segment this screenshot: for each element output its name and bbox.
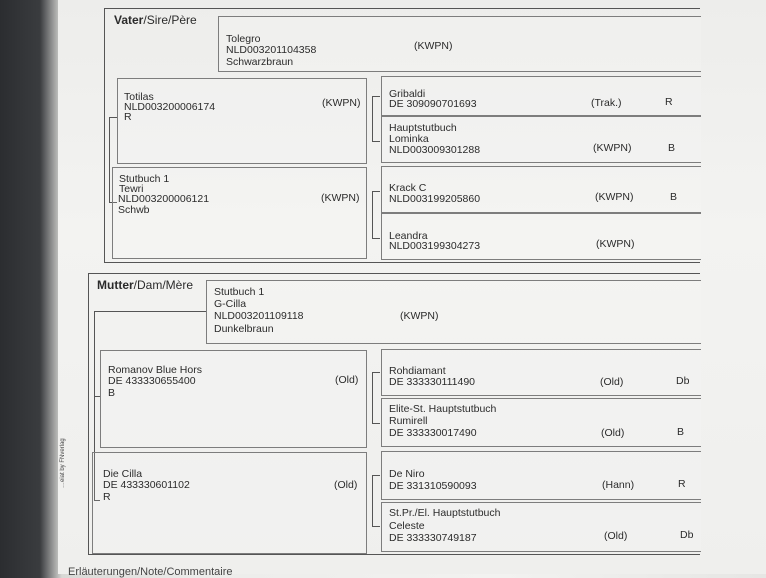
mutter-grand-4-studbook: (Old): [604, 530, 628, 542]
vater-dam-color: Schwb: [118, 204, 150, 216]
footer-heading: Erläuterungen/Note/Commentaire: [68, 566, 233, 578]
mutter-connector-top: [94, 311, 206, 312]
vater-grand-4-name: Leandra: [389, 230, 428, 242]
mutter-grand-2-studbook: (Old): [601, 427, 625, 439]
vater-horse-name: Tolegro: [226, 33, 261, 45]
mutter-horse-studbook: (KWPN): [400, 310, 439, 322]
vater-grand-3-id: NLD003199205860: [389, 193, 481, 205]
mutter-grand-4-id: DE 333330749187: [389, 532, 477, 544]
mutter-bracket-1-bottom: [372, 423, 380, 424]
mutter-bracket-1-top: [372, 372, 380, 373]
mutter-sire-studbook: (Old): [335, 374, 359, 386]
publisher-side-text: …eiat by FNverlag: [60, 438, 66, 488]
vater-grand-3-name: Krack C: [389, 182, 427, 194]
vater-grand-box-3: [381, 166, 701, 213]
mutter-left-rule: [88, 273, 89, 554]
mutter-bracket-1: [372, 372, 373, 424]
vater-grand-3-color: B: [670, 191, 678, 203]
vater-grand-4-studbook: (KWPN): [596, 238, 635, 250]
vater-dam-name: Tewri: [119, 183, 144, 195]
mutter-grand-3-id: DE 331310590093: [389, 480, 477, 492]
mutter-grand-4-name2: Celeste: [389, 520, 425, 532]
vater-grand-2-id: NLD003009301288: [389, 144, 481, 156]
mutter-sire-color: B: [108, 387, 116, 399]
mutter-grand-4-name: St.Pr./El. Hauptstutbuch: [389, 507, 501, 519]
mutter-horse-name: G-Cilla: [214, 298, 247, 310]
vater-bracket-1-bottom: [372, 141, 380, 142]
mutter-dam-color: R: [103, 491, 111, 503]
vater-grand-1-name: Gribaldi: [389, 88, 426, 100]
mutter-top-rule: [88, 273, 700, 274]
vater-grand-2-name: Hauptstutbuch: [389, 122, 457, 134]
vater-bracket-2: [372, 191, 373, 239]
mutter-bracket-2: [372, 475, 373, 527]
mutter-grand-3-name: De Niro: [389, 468, 425, 480]
vater-grand-3-studbook: (KWPN): [595, 191, 634, 203]
vater-grand-box-4: [381, 213, 701, 260]
vater-sire-box: [117, 78, 367, 164]
vater-left-rule: [104, 8, 105, 263]
mutter-grand-1-id: DE 333330111490: [389, 376, 476, 388]
vater-bracket-2-top: [372, 191, 380, 192]
mutter-bracket-2-bottom: [372, 526, 380, 527]
vater-horse-studbook: (KWPN): [414, 40, 453, 52]
mutter-dam-studbook: (Old): [334, 479, 358, 491]
vater-grand-2-color: B: [668, 142, 676, 154]
vater-dam-prefix: Stutbuch 1: [119, 173, 170, 185]
vater-grand-2-studbook: (KWPN): [593, 142, 632, 154]
vater-sire-color: R: [124, 111, 132, 123]
vater-connector-top: [109, 117, 117, 118]
mutter-grand-2-id: DE 333330017490: [389, 427, 477, 439]
vater-horse-color: Schwarzbraun: [226, 56, 294, 68]
mutter-grand-1-name: Rohdiamant: [389, 365, 446, 377]
vater-top-rule: [104, 8, 700, 9]
vater-bracket-2-bottom: [372, 238, 380, 239]
mutter-dam-name: Die Cilla: [103, 468, 143, 480]
mutter-header: Mutter/Dam/Mère: [97, 278, 194, 292]
vater-bracket-1-top: [372, 96, 380, 97]
vater-bottom-rule: [104, 262, 700, 263]
mutter-grand-3-studbook: (Hann): [602, 479, 635, 491]
vater-grand-1-id: DE 309090701693: [389, 98, 477, 110]
mutter-grand-1-studbook: (Old): [600, 376, 624, 388]
mutter-grand-4-color: Db: [680, 529, 694, 541]
mutter-grand-2-name2: Rumirell: [389, 415, 428, 427]
vater-bracket-1: [372, 96, 373, 142]
mutter-horse-color: Dunkelbraun: [214, 323, 274, 335]
mutter-grand-3-color: R: [678, 478, 686, 490]
mutter-bracket-2-top: [372, 475, 380, 476]
vater-dam-studbook: (KWPN): [321, 192, 360, 204]
mutter-horse-prefix: Stutbuch 1: [214, 286, 265, 298]
vater-horse-id: NLD003201104358: [226, 44, 317, 56]
mutter-dam-id: DE 433330601102: [103, 479, 190, 491]
vater-sire-id: NLD003200006174: [124, 101, 216, 113]
vater-sire-name: Totilas: [124, 91, 154, 103]
vater-header: Vater/Sire/Père: [114, 13, 197, 27]
mutter-grand-2-name: Elite-St. Hauptstutbuch: [389, 403, 497, 415]
vater-grand-4-id: NLD003199304273: [389, 240, 481, 252]
mutter-grand-2-color: B: [677, 426, 685, 438]
vater-sire-studbook: (KWPN): [322, 97, 361, 109]
mutter-bottom-rule: [88, 554, 700, 555]
vater-connector-vertical: [109, 117, 110, 202]
vater-grand-2-name2: Lominka: [389, 133, 429, 145]
vater-dam-id: NLD003200006121: [118, 193, 210, 205]
mutter-grand-1-color: Db: [676, 375, 690, 387]
mutter-grand-box-3: [381, 451, 701, 500]
mutter-horse-id: NLD003201109118: [214, 310, 304, 322]
vater-grand-1-studbook: (Trak.): [591, 97, 622, 109]
mutter-sire-id: DE 433330655400: [108, 375, 196, 387]
vater-grand-1-color: R: [665, 96, 673, 108]
mutter-sire-name: Romanov Blue Hors: [108, 364, 202, 376]
vater-grand-box-1: [381, 76, 701, 116]
